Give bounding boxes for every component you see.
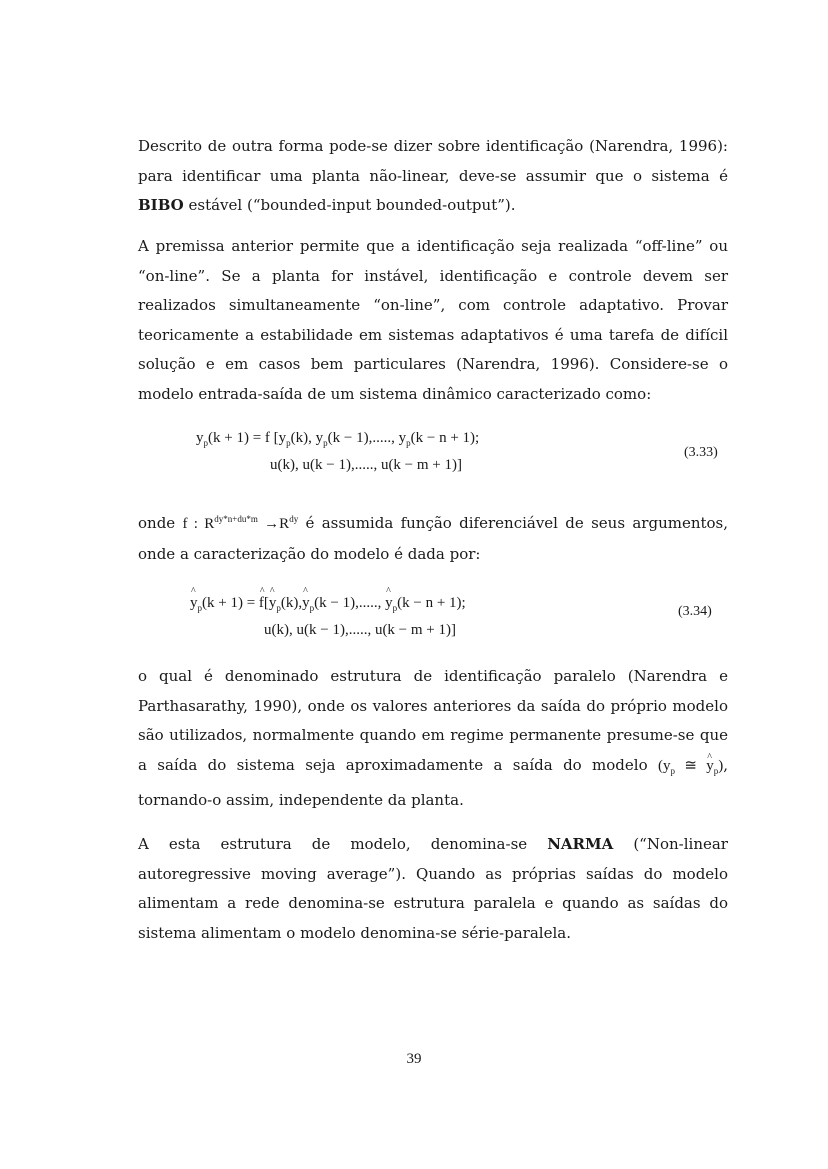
equation-3-33-line-2: u(k), u(k − 1),....., u(k − m + 1)]: [270, 457, 463, 473]
paragraph-text: onde: [138, 514, 176, 532]
paragraph-text: é assumida função diferenciável de seus argumentos, onde a caracterização do modelo é dada por:: [138, 514, 729, 563]
paragraph-function-definition: [138, 505, 728, 569]
paragraph-text: (“Non-linear autoregressive moving average”). Quando as próprias saídas do modelo alimentam a rede denomina-se estrutura paralela e quando as saídas do sistema alimentam o modelo denomina-se série-paralela.: [138, 835, 728, 942]
paragraph-parallel-structure: [138, 662, 728, 816]
page-number: 39: [406, 1051, 422, 1067]
paragraph-text: o qual é denominado estrutura de identificação paralelo (Narendra e Parthasarathy, 1990), onde os valores anteriores da saída do próprio modelo são utilizados, normalmente quando em regime permanente presume-se que a saída do sistema seja aproximadamente a saída do modelo: [138, 667, 728, 774]
paragraph-text: A esta estrutura de modelo, denomina-se: [138, 835, 528, 853]
paragraph-premise: [138, 232, 728, 410]
paragraph-narma: [138, 830, 728, 948]
function-mapping: f : $R^{dy*n+du*m} \to R^{dy}$: [182, 514, 299, 532]
bold-term-narma: NARMA: [547, 835, 614, 853]
equation-3-33-line-1: $y_p(k + 1) = f$ [$y_p(k)$, $y_p(k - 1)$,....., $y_p(k - n + 1)$;: [196, 430, 480, 448]
equation-3-34-line-2: u(k), u(k − 1),....., u(k − m + 1)]: [264, 622, 457, 638]
bold-term-bibo: BIBO: [138, 196, 184, 215]
paragraph-text: estável (“bounded-input bounded-output”).: [188, 196, 516, 215]
approximation-relation: ($y_p$ ≅ ^ $y_p$): [658, 758, 723, 774]
paragraph-text: Descrito de outra forma pode-se dizer sobre identificação (Narendra, 1996): para identificar uma planta não-linear, deve-se assumir que o sistema é: [138, 137, 728, 185]
paragraph-text: A premissa anterior permite que a identificação seja realizada “off-line” ou “on-line”. Se a planta for instável, identificação e controle devem ser realizados simultaneamente “on-line”, com controle adaptativo. Provar teoricamente a estabilidade em sistemas adaptativos é uma tarefa de difícil solução e em casos bem particulares (Narendra, 1996). Considere-se o modelo entrada-saída de um sistema dinâmico caracterizado como:: [138, 237, 728, 403]
equation-number-3-34: (3.34): [678, 604, 712, 619]
equation-number-3-33: (3.33): [684, 445, 718, 460]
equation-3-34-line-1: ^ $y_p(k + 1)$ = ^ f[^ $y_p(k),\^{}$ $y_p(k - 1)$,....., ^ $y_p(k - n + 1)$;: [190, 595, 466, 613]
paragraph-text: , tornando-o assim, independente da planta.: [138, 755, 728, 810]
paragraph-identification-intro: [138, 132, 728, 221]
